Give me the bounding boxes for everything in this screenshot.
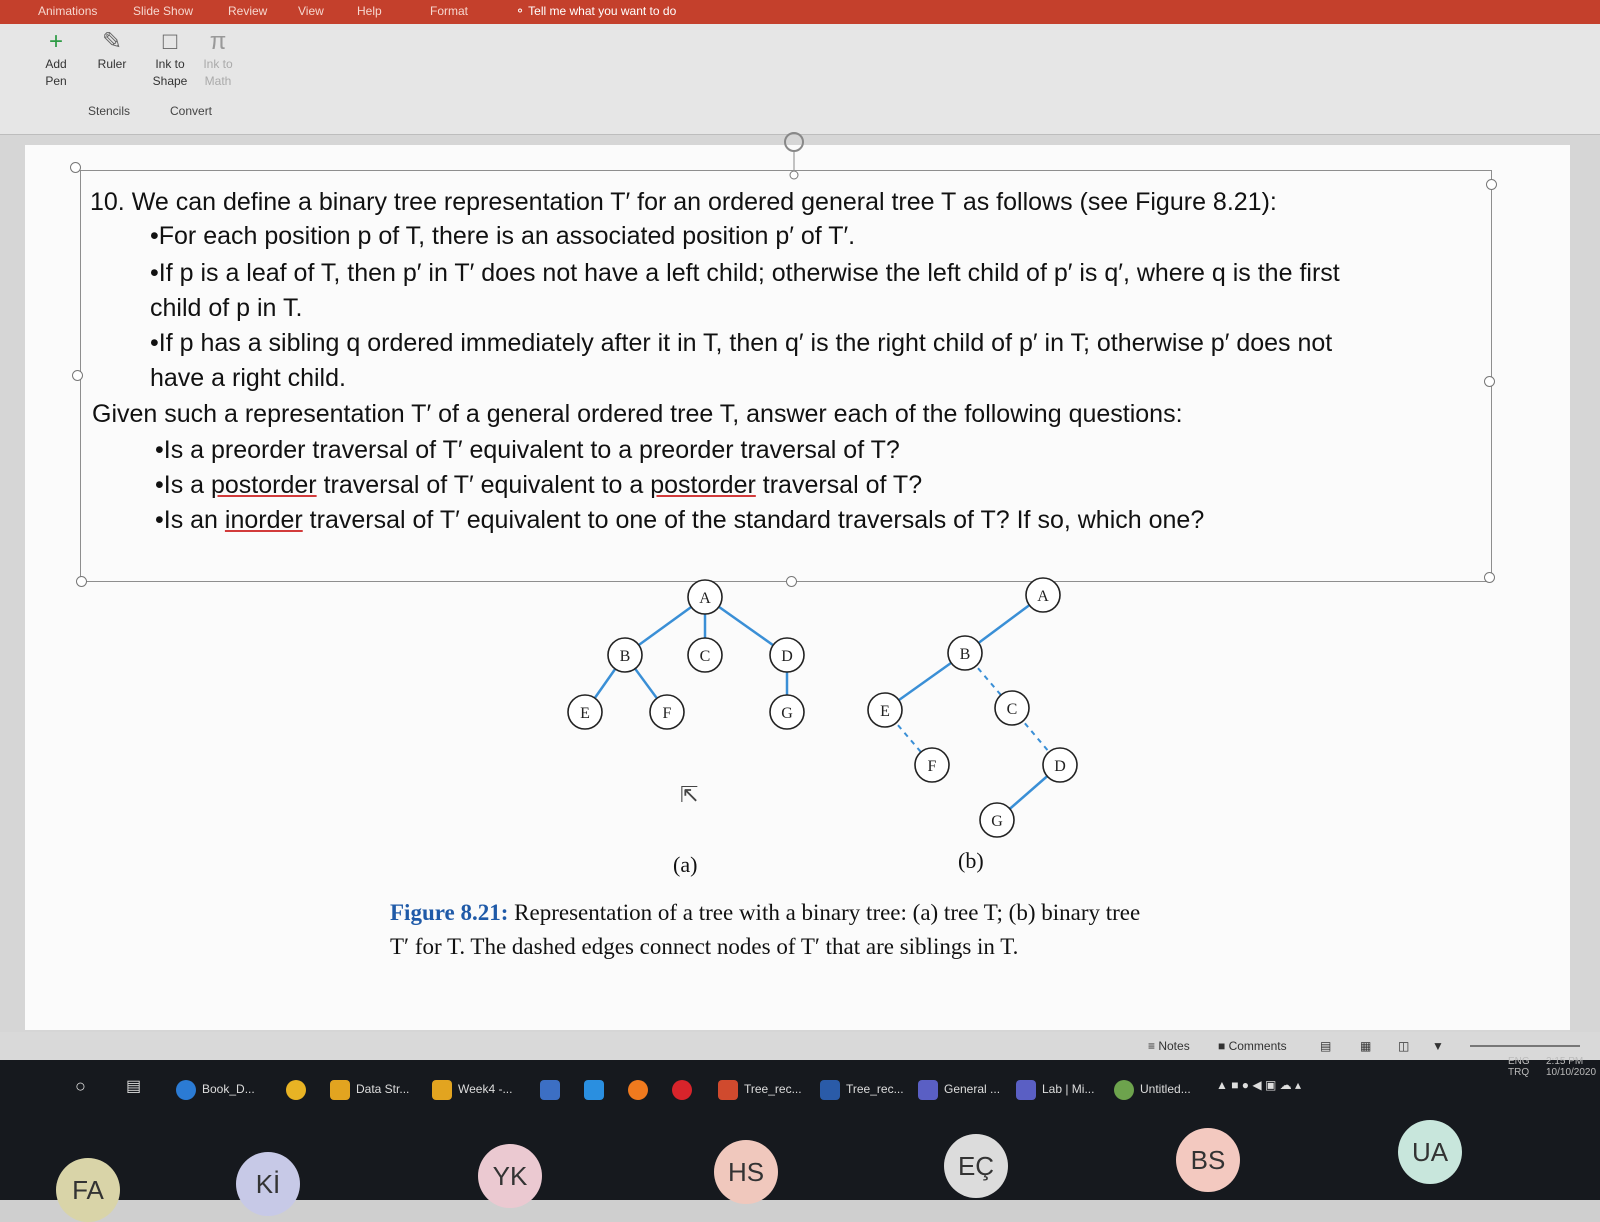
tree-b-node-label: D xyxy=(1054,758,1066,775)
opera-icon[interactable] xyxy=(672,1080,698,1100)
tree-a-node-label: D xyxy=(781,648,793,665)
cortana-circle-icon[interactable]: ○ xyxy=(75,1076,86,1096)
normal-view-icon[interactable]: ▤ xyxy=(1320,1039,1332,1053)
ink-to-math-button[interactable]: π Ink to Math xyxy=(198,28,238,90)
given-line: Given such a representation T′ of a general ordered tree T, answer each of the following questions: xyxy=(92,400,1183,428)
tree-a-node-label: E xyxy=(580,705,590,722)
tree-b-node-label: E xyxy=(880,703,890,720)
lightbulb-icon: ⚬ xyxy=(515,4,529,18)
definition-bullet: •For each position p of T, there is an associated position p′ of T′. xyxy=(150,222,856,250)
slide-sorter-icon[interactable]: ▦ xyxy=(1360,1039,1372,1053)
vscode-icon[interactable] xyxy=(584,1080,610,1100)
subfigure-label-b: (b) xyxy=(958,848,984,873)
ruler-icon: ✎ xyxy=(101,28,123,55)
tree-a-node-label: B xyxy=(619,648,631,665)
chrome-icon[interactable] xyxy=(286,1080,312,1100)
avatar[interactable]: Kİ xyxy=(236,1152,300,1216)
avatar[interactable]: UA xyxy=(1398,1120,1462,1184)
avatar[interactable]: HS xyxy=(714,1140,778,1204)
definition-bullet: child of p in T. xyxy=(150,294,303,322)
avatar[interactable]: EÇ xyxy=(944,1134,1008,1198)
avatar[interactable]: YK xyxy=(478,1144,542,1208)
taskbar-item[interactable]: Data Str... xyxy=(330,1080,409,1100)
tab-help[interactable]: Help xyxy=(357,4,382,18)
subfigure-label-a: (a) xyxy=(673,852,698,877)
tab-review[interactable]: Review xyxy=(228,4,268,18)
language-indicator[interactable]: ENG TRQ xyxy=(1508,1056,1530,1078)
taskbar-item[interactable]: Tree_rec... xyxy=(718,1080,802,1100)
question-bullet: •Is an inorder traversal of T′ equivalent to one of the standard traversals of T? If so, which one? xyxy=(155,506,1205,534)
tree-a-node-label: F xyxy=(662,705,672,722)
tree-b-node-label: A xyxy=(1037,588,1049,605)
tree-a-node-label: G xyxy=(781,705,793,722)
tree-b-node-label: B xyxy=(959,646,971,663)
avatar[interactable]: BS xyxy=(1176,1128,1240,1192)
question-bullet: •Is a postorder traversal of T′ equivalent to a postorder traversal of T? xyxy=(155,471,923,499)
group-stencils: Stencils xyxy=(88,104,131,118)
add-pen-button[interactable]: + Add Pen xyxy=(38,28,74,90)
tree-b-node-label: G xyxy=(991,813,1003,830)
figure-caption-line-2: T′ for T. The dashed edges connect nodes of T′ that are siblings in T. xyxy=(390,934,1019,959)
definition-bullet: have a right child. xyxy=(150,364,346,392)
tab-slide-show[interactable]: Slide Show xyxy=(133,4,194,18)
taskbar-item[interactable]: Untitled... xyxy=(1114,1080,1191,1100)
comments-button[interactable]: ■ Comments xyxy=(1218,1039,1287,1053)
system-clock[interactable]: 2:15 PM 10/10/2020 xyxy=(1546,1056,1597,1078)
network-app-icon[interactable] xyxy=(540,1080,566,1100)
taskbar-item[interactable]: Book_D... xyxy=(176,1080,255,1100)
taskbar-item[interactable]: Week4 -... xyxy=(432,1080,512,1100)
cursor-arrow-icon: ⇱ xyxy=(680,782,699,807)
taskbar-item[interactable]: General ... xyxy=(918,1080,1000,1100)
pi-icon: π xyxy=(209,28,227,55)
definition-bullet: •If p is a leaf of T, then p′ in T′ does not have a left child; otherwise the left child of p′ is q′, where q is the first xyxy=(150,259,1340,287)
plus-icon: + xyxy=(48,28,63,55)
zoom-slider[interactable] xyxy=(1470,1045,1580,1047)
tab-view[interactable]: View xyxy=(298,4,324,18)
question-bullet: •Is a preorder traversal of T′ equivalent to a preorder traversal of T? xyxy=(155,436,900,464)
tray-icons[interactable]: ▲ ■ ● ◀ ▣ ☁ ▴ xyxy=(1216,1078,1301,1092)
ink-shape-icon: □ xyxy=(162,28,178,55)
reading-view-icon[interactable]: ◫ xyxy=(1398,1039,1410,1053)
figure-caption-line-1: Figure 8.21: Representation of a tree with a binary tree: (a) tree T; (b) binary tree xyxy=(390,900,1141,925)
tab-format[interactable]: Format xyxy=(430,4,469,18)
slideshow-icon[interactable]: ▼ xyxy=(1432,1039,1444,1053)
ink-to-shape-button[interactable]: □ Ink to Shape xyxy=(148,28,192,90)
status-bar xyxy=(0,1032,1600,1060)
task-view-icon[interactable]: ▤ xyxy=(126,1078,142,1095)
taskbar-item[interactable]: Tree_rec... xyxy=(820,1080,904,1100)
tree-a-node-label: A xyxy=(699,590,711,607)
tree-a-node-label: C xyxy=(699,648,711,665)
group-convert: Convert xyxy=(170,104,213,118)
notes-button[interactable]: ≡ Notes xyxy=(1148,1039,1190,1053)
question-intro: 10. We can define a binary tree representation T′ for an ordered general tree T as follows (see Figure 8.21): xyxy=(90,188,1277,216)
tree-b-node-label: C xyxy=(1006,701,1018,718)
tree-b-node-label: F xyxy=(927,758,937,775)
firefox-icon[interactable] xyxy=(628,1080,654,1100)
avatar[interactable]: FA xyxy=(56,1158,120,1222)
tab-animations[interactable]: Animations xyxy=(38,4,98,18)
ruler-button[interactable]: ✎ Ruler xyxy=(92,28,132,73)
taskbar-item[interactable]: Lab | Mi... xyxy=(1016,1080,1094,1100)
definition-bullet: •If p has a sibling q ordered immediately after it in T, then q′ is the right child of p′ in T; otherwise p′ does not xyxy=(150,329,1333,357)
tell-me-search[interactable]: ⚬ Tell me what you want to do xyxy=(515,4,677,18)
